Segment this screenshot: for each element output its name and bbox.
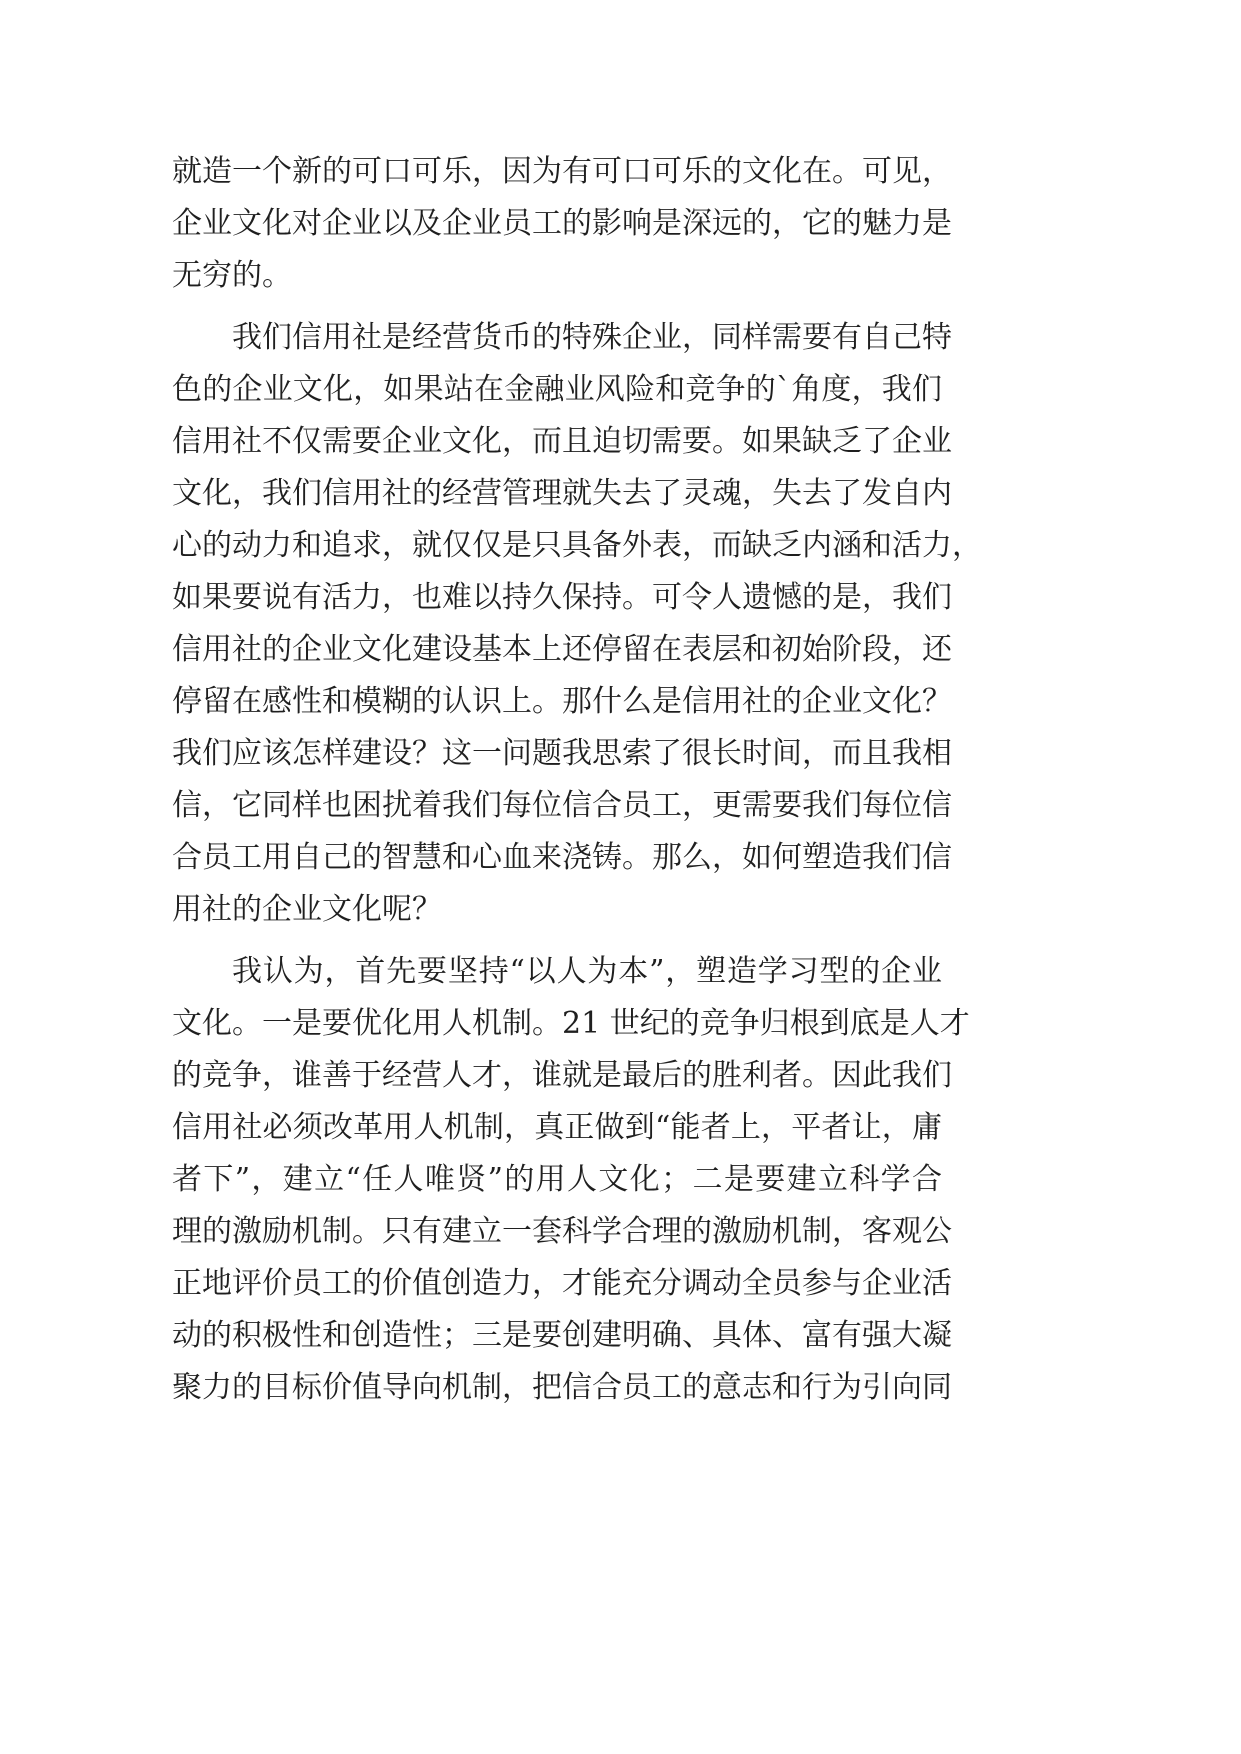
text-line: 信用社不仅需要企业文化，而且迫切需要。如果缺乏了企业 <box>172 424 952 459</box>
text-line: 企业文化对企业以及企业员工的影响是深远的，它的魅力是 <box>172 206 952 241</box>
text-line: 停留在感性和模糊的认识上。那什么是信用社的企业文化？ <box>172 684 952 719</box>
text-line: 我们信用社是经营货币的特殊企业，同样需要有自己特 <box>232 320 952 355</box>
text-line: 正地评价员工的价值创造力，才能充分调动全员参与企业活 <box>172 1266 952 1301</box>
paragraph <box>172 312 982 936</box>
text-line: 心的动力和追求，就仅仅是只具备外表，而缺乏内涵和活力， <box>172 528 982 563</box>
text-line: 聚力的目标价值导向机制，把信合员工的意志和行为引向同 <box>172 1370 952 1405</box>
text-line: 信，它同样也困扰着我们每位信合员工，更需要我们每位信 <box>172 788 952 823</box>
text-line: 色的企业文化，如果站在金融业风险和竞争的`角度，我们 <box>172 372 942 407</box>
text-line: 动的积极性和创造性；三是要创建明确、具体、富有强大凝 <box>172 1318 952 1353</box>
text-line: 文化，我们信用社的经营管理就失去了灵魂，失去了发自内 <box>172 476 952 511</box>
text-line: 用社的企业文化呢？ <box>172 892 442 927</box>
paragraph <box>172 146 952 302</box>
text-line: 信用社必须改革用人机制，真正做到“能者上，平者让，庸 <box>172 1110 942 1145</box>
text-line: 如果要说有活力，也难以持久保持。可令人遗憾的是，我们 <box>172 580 952 615</box>
text-line: 合员工用自己的智慧和心血来浇铸。那么，如何塑造我们信 <box>172 840 952 875</box>
text-line: 文化。一是要优化用人机制。21 世纪的竞争归根到底是人才 <box>172 1006 970 1041</box>
text-line: 无穷的。 <box>172 258 292 293</box>
body-text <box>172 146 982 1414</box>
text-line: 者下”，建立“任人唯贤”的用人文化；二是要建立科学合 <box>172 1162 942 1197</box>
text-line: 我们应该怎样建设？这一问题我思索了很长时间，而且我相 <box>172 736 952 771</box>
text-line: 就造一个新的可口可乐，因为有可口可乐的文化在。可见， <box>172 154 952 189</box>
text-line: 我认为，首先要坚持“以人为本”，塑造学习型的企业 <box>232 954 942 989</box>
text-line: 的竞争，谁善于经营人才，谁就是最后的胜利者。因此我们 <box>172 1058 952 1093</box>
text-line: 理的激励机制。只有建立一套科学合理的激励机制，客观公 <box>172 1214 952 1249</box>
paragraph <box>172 946 970 1414</box>
text-line: 信用社的企业文化建设基本上还停留在表层和初始阶段，还 <box>172 632 952 667</box>
